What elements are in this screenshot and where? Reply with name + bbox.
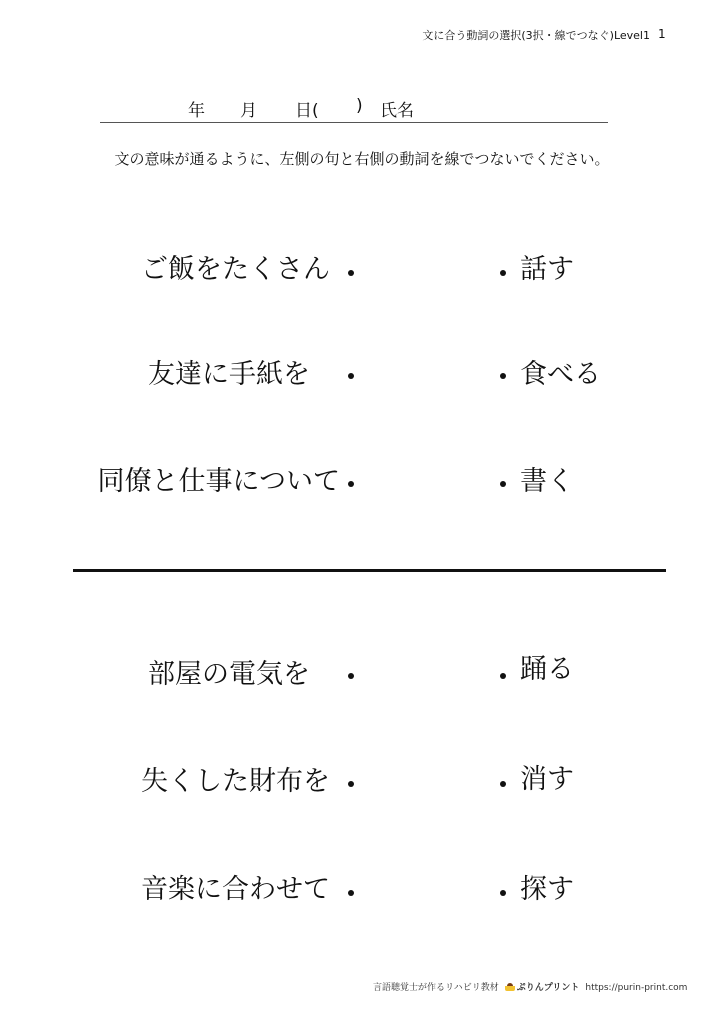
- left-phrase: 同僚と仕事について: [97, 466, 340, 497]
- worksheet-title: 文に合う動詞の選択(3択・線でつなぐ)Level1: [422, 29, 650, 42]
- left-connect-dot[interactable]: [348, 781, 354, 787]
- right-verb: 消す: [520, 764, 574, 795]
- name-label: 氏名: [380, 101, 414, 121]
- right-verb: 話す: [520, 254, 574, 285]
- left-connect-dot[interactable]: [348, 481, 354, 487]
- instruction-text: 文の意味が通るように、左側の句と右側の動詞を線でつないでください。: [114, 150, 610, 168]
- right-connect-dot[interactable]: [500, 481, 506, 487]
- page-number: 1: [658, 27, 666, 41]
- day-label: 日(: [295, 101, 319, 121]
- left-connect-dot[interactable]: [348, 673, 354, 679]
- left-phrase: 友達に手紙を: [148, 359, 310, 390]
- right-verb: 書く: [520, 466, 574, 497]
- right-connect-dot[interactable]: [500, 270, 506, 276]
- right-verb: 探す: [520, 874, 574, 905]
- name-date-line: [100, 96, 608, 123]
- pudding-icon: [505, 983, 515, 991]
- left-phrase: 失くした財布を: [141, 766, 330, 797]
- left-connect-dot[interactable]: [348, 270, 354, 276]
- right-connect-dot[interactable]: [500, 373, 506, 379]
- brand-name: ぷりんプリント: [516, 983, 580, 993]
- right-verb: 踊る: [520, 654, 574, 685]
- year-label: 年: [188, 101, 205, 121]
- footer-credit: 言語聴覚士が作るリハビリ教材: [373, 983, 499, 993]
- left-connect-dot[interactable]: [348, 373, 354, 379]
- weekday-close-paren: ): [356, 96, 363, 116]
- section-divider: [73, 569, 666, 572]
- right-verb: 食べる: [520, 359, 601, 390]
- footer: [373, 980, 687, 993]
- right-connect-dot[interactable]: [500, 781, 506, 787]
- left-phrase: 部屋の電気を: [148, 659, 310, 690]
- left-connect-dot[interactable]: [348, 890, 354, 896]
- right-connect-dot[interactable]: [500, 673, 506, 679]
- right-connect-dot[interactable]: [500, 890, 506, 896]
- footer-url[interactable]: https://purin-print.com: [585, 983, 688, 993]
- month-label: 月: [240, 101, 257, 121]
- left-phrase: ご飯をたくさん: [141, 254, 330, 285]
- left-phrase: 音楽に合わせて: [141, 874, 330, 905]
